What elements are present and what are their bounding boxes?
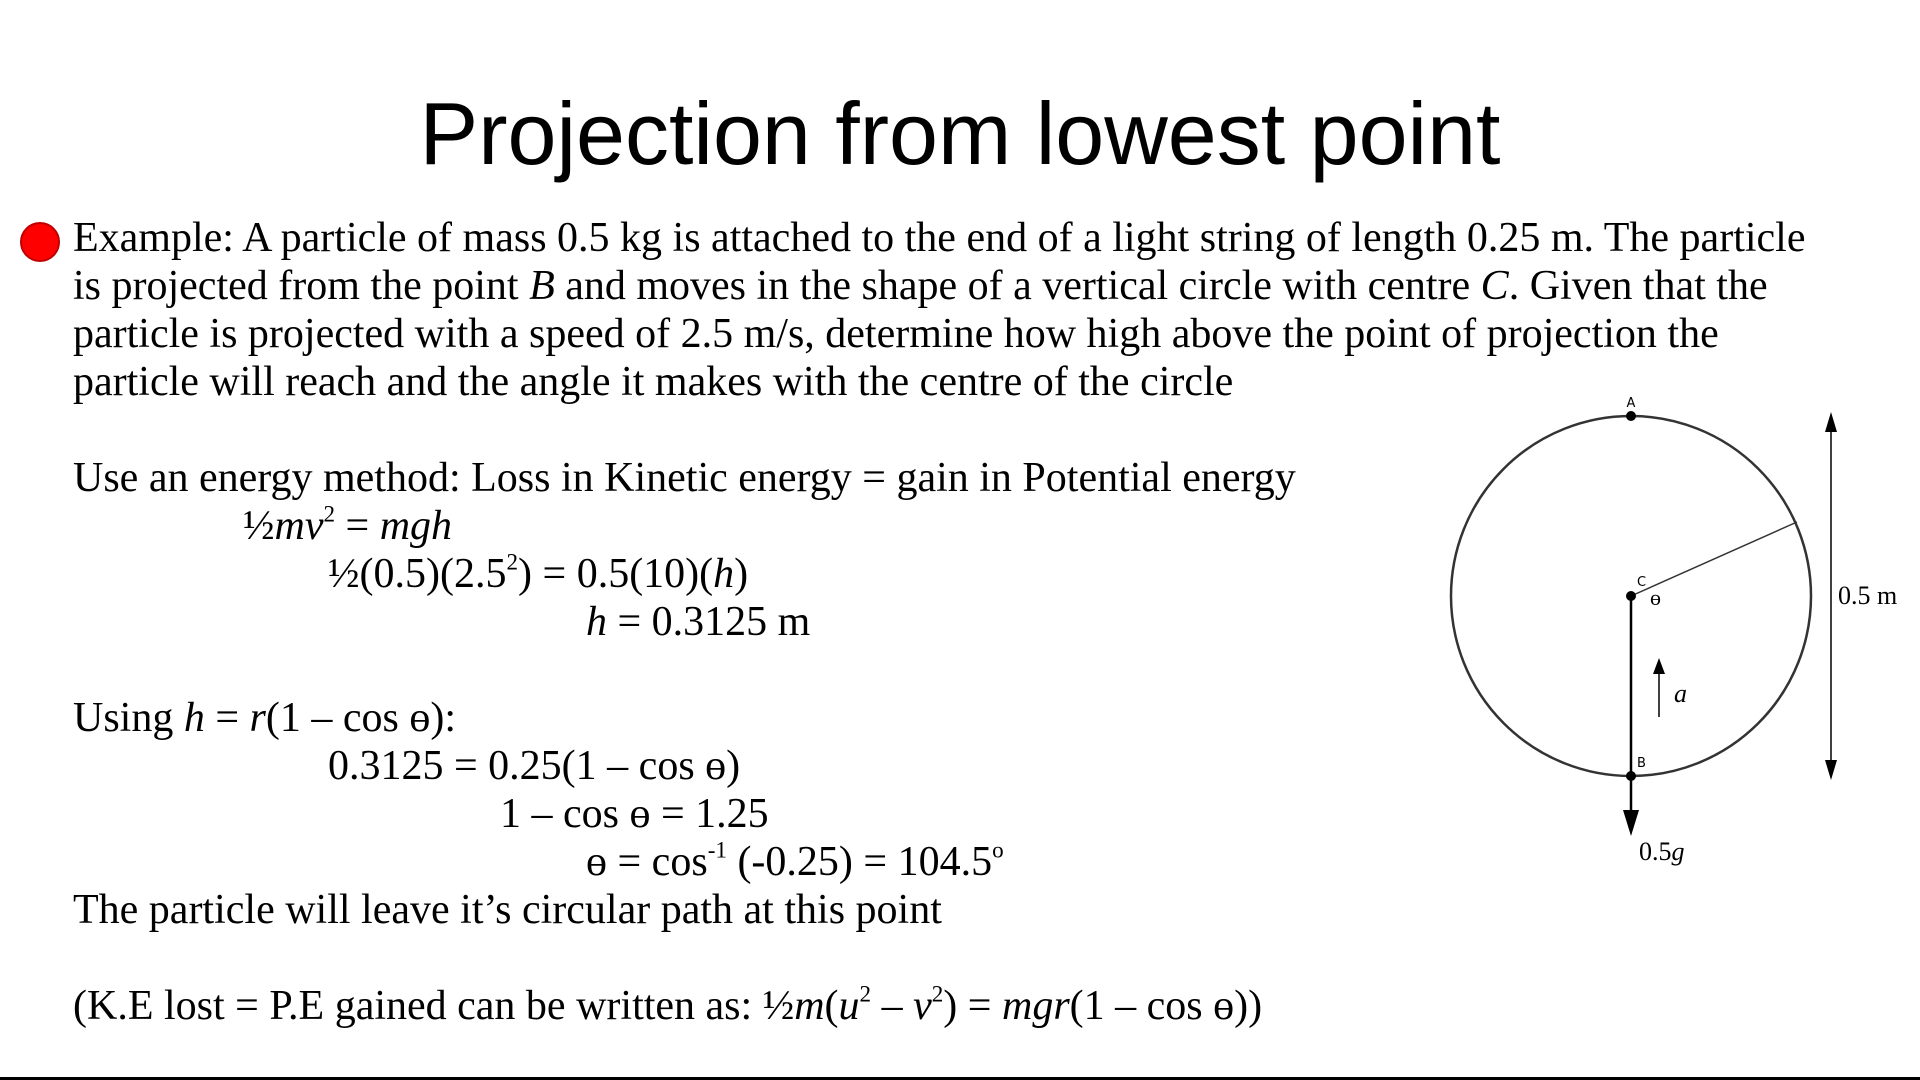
acceleration-label: a — [1674, 679, 1687, 708]
point-c — [1626, 591, 1636, 601]
angle-equation-1: 0.3125 = 0.25(1 – cos ɵ) — [328, 743, 741, 789]
weight-label: 0.5g — [1639, 837, 1685, 866]
point-a — [1626, 411, 1636, 421]
note-line: (K.E lost = P.E gained can be written as: $\frac{1}{2}m(u^2 - v^2) = mgr(1 - \cos$ ɵ)) — [73, 980, 1263, 1029]
angle-heading: Using h = r(1 – cos ɵ): — [73, 695, 457, 741]
weight-arrow-head-icon — [1623, 810, 1639, 836]
energy-equation-3: h = 0.3125 m — [586, 599, 811, 645]
label-c: C — [1637, 575, 1647, 590]
example-line-1: Example: A particle of mass 0.5 kg is attached to the end of a light string of length 0.25 m. The particle — [73, 215, 1806, 261]
example-line-4: particle will reach and the angle it makes with the centre of the circle — [73, 359, 1234, 405]
conclusion-line: The particle will leave it’s circular path at this point — [73, 887, 942, 933]
energy-equation-1: $\frac{1}{2}mv^2$ = mgh — [243, 500, 453, 549]
energy-method-heading: Use an energy method: Loss in Kinetic energy = gain in Potential energy — [73, 455, 1296, 501]
height-arrow-down-icon — [1825, 760, 1837, 780]
acceleration-arrow-head-icon — [1653, 658, 1665, 674]
angle-equation-3: ɵ = $\cos^{-1} (-0.25) = 104.5^o$ — [586, 836, 1004, 885]
label-b: B — [1637, 756, 1646, 771]
theta-label: ɵ — [1650, 585, 1661, 610]
height-label: 0.5 m — [1838, 581, 1898, 610]
energy-equation-2: $\frac{1}{2}(0.5)(2.5^2) = 0.5(10)(h)$ — [328, 548, 749, 597]
label-a: A — [1626, 396, 1636, 411]
vertical-circle-diagram — [1400, 380, 1920, 880]
example-line-2: is projected from the point B and moves in the shape of a vertical circle with centre C. Given that the — [73, 263, 1768, 309]
bullet-icon — [20, 222, 60, 262]
slide-title: Projection from lowest point — [419, 84, 1501, 183]
example-line-3: particle is projected with a speed of 2.5 m/s, determine how high above the point of projection the — [73, 311, 1719, 357]
angle-equation-2: 1 – cos ɵ = 1.25 — [500, 791, 769, 837]
height-arrow-up-icon — [1825, 412, 1837, 432]
